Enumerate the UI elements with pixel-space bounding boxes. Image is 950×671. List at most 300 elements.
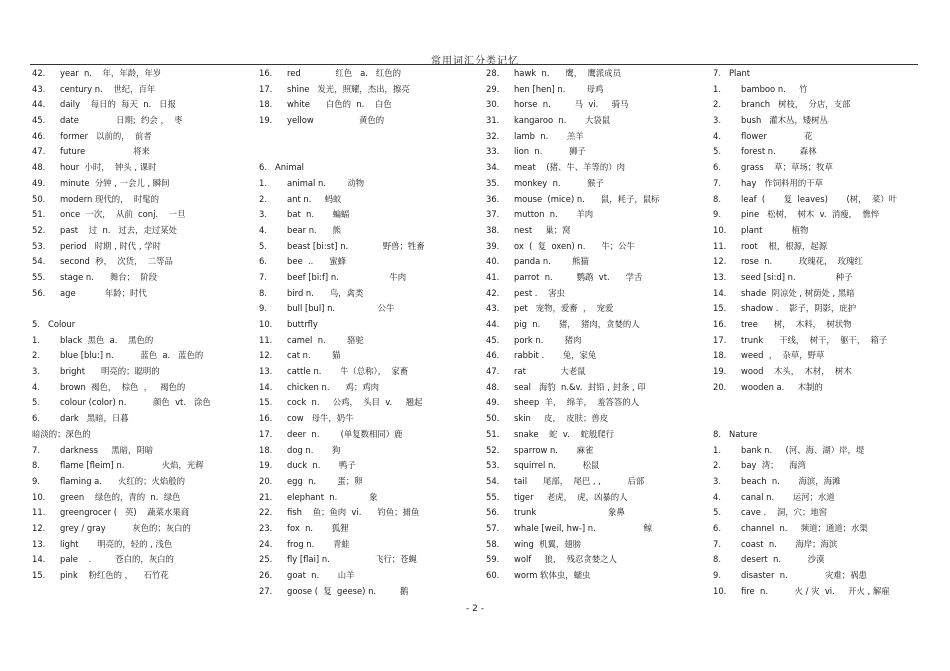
entry-text: shine 发光，照耀，杰出，擦亮	[287, 83, 410, 94]
entry-number: 6.	[32, 413, 40, 424]
entry-text: worm 软体虫，蠕虫	[514, 570, 591, 580]
entry-number: 13.	[259, 366, 273, 377]
entry-number: 37.	[486, 209, 500, 220]
entry-text: shade 阴凉处 , 树荫处 , 黑暗	[741, 287, 855, 298]
entry-text: lion n. 狮子	[514, 146, 586, 157]
vocab-entry	[32, 192, 260, 208]
vocab-entry	[713, 505, 941, 521]
entry-number: 4.	[32, 381, 40, 392]
entry-number: 47.	[486, 366, 500, 377]
entry-text: goat n. 山羊	[287, 570, 355, 580]
entry-number: 50.	[486, 413, 500, 424]
entry-number: 20.	[713, 381, 727, 392]
vocab-entry	[713, 207, 941, 223]
entry-number: 7.	[32, 444, 40, 455]
entry-number: 19.	[259, 115, 273, 126]
vocab-entry	[486, 521, 714, 537]
vocab-entry	[32, 427, 260, 443]
vocab-entry	[32, 474, 260, 490]
entry-text: rose n. 玫瑰花， 玫瑰红	[741, 256, 863, 267]
entry-number: 4.	[713, 130, 721, 141]
entry-text: fox n. 狐狸	[287, 522, 349, 533]
vocab-entry	[713, 490, 941, 506]
vocab-entry	[713, 192, 941, 208]
vocab-entry	[713, 395, 941, 411]
vocab-entry	[259, 537, 487, 553]
entry-number: 49.	[32, 177, 46, 188]
vocab-entry	[713, 82, 941, 98]
entry-text: canal n. 运河；水道	[741, 491, 835, 502]
entry-number: 9.	[259, 303, 267, 314]
page-number: - 2 -	[466, 604, 484, 614]
vocab-entry	[713, 286, 941, 302]
vocab-entry	[486, 223, 714, 239]
entry-number: 35.	[486, 177, 500, 188]
vocab-entry	[486, 411, 714, 427]
entry-number: 11.	[259, 334, 273, 345]
vocab-entry	[32, 411, 260, 427]
entry-text: yellow 黄色的	[287, 115, 385, 126]
vocab-entry	[259, 490, 487, 506]
vocab-entry	[713, 552, 941, 568]
vocab-entry	[486, 129, 714, 145]
vocab-entry	[713, 411, 941, 427]
column-4	[713, 66, 941, 599]
entry-text: rat 大老鼠	[514, 366, 586, 377]
entry-number: 40.	[486, 256, 500, 267]
vocab-entry	[259, 223, 487, 239]
entry-number: 6.	[259, 256, 267, 267]
vocab-entry	[32, 443, 260, 459]
entry-number: 34.	[486, 162, 500, 173]
entry-text: duck n. 鸭子	[287, 460, 356, 471]
entry-text: pork n. 猪肉	[514, 334, 582, 345]
entry-text: 暗淡的；深色的	[32, 428, 91, 439]
vocab-entry	[713, 333, 941, 349]
vocab-entry	[259, 144, 487, 160]
vocab-entry	[259, 458, 487, 474]
entry-text: camel n. 骆驼	[287, 334, 364, 345]
entry-number: 18.	[259, 444, 273, 455]
entry-text: future 将来	[60, 146, 150, 157]
entry-text: dog n. 狗	[287, 444, 341, 455]
vocab-entry	[486, 207, 714, 223]
entry-text: animal n. 动物	[287, 177, 365, 188]
entry-number: 59.	[486, 554, 500, 565]
vocab-entry	[259, 395, 487, 411]
entry-number: 21.	[259, 491, 273, 502]
entry-text: light 明亮的，轻的 , 浅色	[60, 538, 173, 549]
entry-number: 2.	[32, 350, 40, 361]
vocab-entry	[259, 239, 487, 255]
vocab-entry	[32, 97, 260, 113]
entry-number: 12.	[713, 256, 727, 267]
vocab-entry	[32, 223, 260, 239]
vocab-entry	[713, 568, 941, 584]
entry-text: trunk 干线， 树干， 躯干， 箱子	[741, 334, 888, 345]
entry-number: 23.	[259, 522, 273, 533]
vocab-entry	[713, 270, 941, 286]
vocab-entry	[259, 443, 487, 459]
vocab-entry	[32, 270, 260, 286]
entry-text: meat (猪、牛、羊等的）肉	[514, 162, 626, 173]
entry-number: 27.	[259, 585, 273, 596]
entry-text: parrot n. 鹦鹉 vt. 学舌	[514, 271, 643, 282]
entry-number: 10.	[713, 585, 727, 596]
vocab-entry	[259, 317, 487, 333]
entry-text: brown 褐色， 棕色 ， 褐色的	[60, 381, 186, 392]
vocab-entry	[32, 129, 260, 145]
vocab-entry	[259, 254, 487, 270]
entry-number: 60.	[486, 570, 500, 580]
vocab-entry	[713, 317, 941, 333]
entry-text: grey / gray 灰色的；灰白的	[60, 522, 191, 533]
vocab-entry	[486, 97, 714, 113]
entry-text: egg n. 蛋；卵	[287, 475, 363, 486]
entry-text: beast [bi:st] n. 野兽；牲畜	[287, 240, 425, 251]
vocab-entry	[32, 364, 260, 380]
entry-number: 19.	[713, 366, 727, 377]
entry-number: 44.	[32, 99, 46, 110]
entry-text: period 时期 , 时代 , 学时	[60, 240, 161, 251]
entry-text: wolf 狼， 残忍贪婪之人	[514, 554, 617, 565]
entry-number: 2.	[259, 193, 267, 204]
entry-text: pest . 害虫	[514, 287, 565, 298]
entry-number: 46.	[486, 350, 500, 361]
vocab-entry	[713, 160, 941, 176]
entry-text: shadow . 影子，阴影，庇护	[741, 303, 857, 314]
vocab-entry	[713, 380, 941, 396]
vocab-entry	[713, 129, 941, 145]
entry-text: plant 植物	[741, 224, 809, 235]
entry-text: fire n. 火 / 灾 vi. 开火 , 解雇	[741, 585, 890, 596]
entry-text: cat n. 猫	[287, 350, 341, 361]
entry-number: 3.	[713, 115, 721, 126]
vocab-entry	[259, 552, 487, 568]
vocab-entry	[32, 333, 260, 349]
entry-number: 30.	[486, 99, 500, 110]
entry-number: 3.	[713, 475, 721, 486]
entry-number: 7.	[259, 271, 267, 282]
entry-text: frog n. 青蛙	[287, 538, 350, 549]
entry-text: elephant n. 象	[287, 491, 378, 502]
entry-number: 39.	[486, 240, 500, 251]
vocab-entry	[713, 97, 941, 113]
entry-text: monkey n. 猴子	[514, 177, 604, 188]
vocab-entry	[259, 364, 487, 380]
vocab-entry	[713, 521, 941, 537]
entry-number: 25.	[259, 554, 273, 565]
entry-text: black 黑色 a. 黑色的	[60, 334, 154, 345]
entry-number: 14.	[32, 554, 46, 565]
entry-text: hay 作饲料用的干草	[741, 177, 824, 188]
entry-text: cattle n. 牛（总称）， 家畜	[287, 366, 409, 377]
vocab-entry	[259, 474, 487, 490]
entry-number: 8.	[713, 193, 721, 204]
vocab-entry	[486, 552, 714, 568]
entry-text: grass 草；草场；牧草	[741, 162, 833, 173]
entry-number: 55.	[486, 491, 500, 502]
vocab-entry	[259, 380, 487, 396]
entry-text: bear n. 熊	[287, 224, 342, 235]
entry-text: hawk n. 鹰， 鹰派成员	[514, 68, 621, 78]
entry-number: 3.	[259, 209, 267, 220]
vocab-entry	[259, 82, 487, 98]
entry-text: wing 机翼，翅膀	[514, 538, 581, 549]
entry-text: fish 鱼；鱼肉 vi. 钓鱼；捕鱼	[287, 507, 420, 518]
entry-number: 48.	[486, 381, 500, 392]
entry-number: 5.	[713, 507, 721, 518]
entry-number: 19.	[259, 460, 273, 471]
entry-number: 11.	[713, 240, 727, 251]
vocab-entry	[32, 286, 260, 302]
entry-text: second 秒， 次货， 二等品	[60, 256, 173, 267]
entry-number: 31.	[486, 115, 500, 126]
vocab-entry	[259, 333, 487, 349]
vocab-entry	[486, 317, 714, 333]
entry-number: 32.	[486, 130, 500, 141]
entry-text: squirrel n. 松鼠	[514, 460, 600, 471]
entry-text: buttrfly	[287, 319, 318, 329]
vocab-entry	[32, 317, 260, 333]
vocab-entry	[32, 395, 260, 411]
entry-number: 13.	[32, 538, 46, 549]
entry-number: 26.	[259, 570, 273, 580]
entry-text: darkness 黑暗，阴暗	[60, 444, 154, 455]
entry-number: 14.	[259, 381, 273, 392]
entry-number: 14.	[713, 287, 727, 298]
vocab-entry	[32, 254, 260, 270]
vocab-entry	[259, 129, 487, 145]
entry-number: 4.	[713, 491, 721, 502]
entry-number: 17.	[259, 428, 273, 439]
entry-number: 5.	[32, 397, 40, 408]
vocab-entry	[259, 207, 487, 223]
entry-text: flaming a. 火红的；火焰般的	[60, 475, 185, 486]
entry-number: 18.	[259, 99, 273, 110]
entry-number: 5.	[713, 146, 721, 157]
vocab-entry	[32, 521, 260, 537]
vocab-entry	[486, 176, 714, 192]
vocab-entry	[486, 301, 714, 317]
entry-text: bay 湾； 海湾	[741, 460, 806, 471]
entry-number: 48.	[32, 162, 46, 173]
entry-number: 10.	[259, 319, 273, 329]
entry-text: coast n. 海岸；海滨	[741, 538, 838, 549]
vocab-entry	[32, 458, 260, 474]
vocab-entry	[713, 443, 941, 459]
entry-text: 6. Animal	[259, 162, 304, 173]
vocab-entry	[486, 380, 714, 396]
vocab-entry	[32, 490, 260, 506]
vocab-entry	[486, 160, 714, 176]
entry-text: ant n. 蚂蚁	[287, 193, 342, 204]
vocab-entry	[32, 537, 260, 553]
entry-text: goose ( 复 geese) n. 鹅	[287, 585, 409, 596]
entry-text: date 日期; 约会 ， 枣	[60, 115, 183, 126]
vocab-entry	[713, 427, 941, 443]
entry-number: 52.	[486, 444, 500, 455]
vocab-entry	[486, 66, 714, 82]
entry-text: leaf ( 复 leaves) (树， 菜）叶	[741, 193, 897, 204]
vocab-entry	[32, 505, 260, 521]
entry-number: 18.	[713, 350, 727, 361]
entry-text: trunk 象鼻	[514, 507, 625, 518]
entry-text: beef [bi:f] n. 牛肉	[287, 271, 407, 282]
entry-number: 47.	[32, 146, 46, 157]
entry-number: 53.	[32, 240, 46, 251]
vocab-entry	[713, 584, 941, 600]
entry-number: 57.	[486, 522, 500, 533]
entry-number: 33.	[486, 146, 500, 157]
vocab-entry	[486, 348, 714, 364]
entry-number: 13.	[713, 271, 727, 282]
entry-text: desert n. 沙漠	[741, 554, 825, 565]
entry-text: cock n. 公鸡， 头目 v. 翘起	[287, 397, 423, 408]
vocab-entry	[32, 380, 260, 396]
vocab-entry	[259, 270, 487, 286]
vocab-entry	[486, 427, 714, 443]
entry-number: 5.	[259, 240, 267, 251]
vocab-entry	[32, 176, 260, 192]
vocab-entry	[259, 568, 487, 584]
column-2	[259, 66, 487, 599]
vocab-entry	[486, 286, 714, 302]
entry-number: 8.	[32, 460, 40, 471]
vocab-entry	[486, 82, 714, 98]
vocab-entry	[32, 160, 260, 176]
entry-text: dark 黑暗，日暮	[60, 413, 129, 424]
entry-number: 1.	[259, 177, 267, 188]
entry-text: snake 蛇 v. 蛇般爬行	[514, 428, 614, 439]
vocab-entry	[486, 568, 714, 584]
entry-number: 17.	[713, 334, 727, 345]
page-header: 常用词汇分类记忆	[431, 56, 519, 67]
entry-text: hour 小时， 钟头 , 课时	[60, 162, 157, 173]
entry-number: 38.	[486, 224, 500, 235]
entry-text: bird n. 鸟，禽类	[287, 287, 364, 298]
entry-number: 12.	[32, 522, 46, 533]
vocab-entry	[32, 348, 260, 364]
entry-text: skin 皮， 皮肤；兽皮	[514, 413, 609, 424]
entry-number: 6.	[713, 522, 721, 533]
entry-text: cow 母牛，奶牛	[287, 413, 354, 424]
vocab-entry	[486, 239, 714, 255]
entry-text: rabbit . 兔，家兔	[514, 350, 597, 361]
entry-text: horse n. 马 vi. 骑马	[514, 99, 629, 110]
entry-text: past 过 n. 过去，走过某处	[60, 224, 178, 235]
entry-number: 50.	[32, 193, 46, 204]
entry-number: 9.	[32, 475, 40, 486]
entry-text: flower 花	[741, 130, 813, 141]
entry-text: age 年龄；时代	[60, 287, 147, 298]
header-rule	[30, 64, 918, 65]
entry-text: deer n. (单复数相同）鹿	[287, 428, 403, 439]
entry-text: tiger 老虎， 虎，凶暴的人	[514, 491, 628, 502]
vocab-entry	[713, 223, 941, 239]
vocab-entry	[32, 301, 260, 317]
entry-text: fly [flai] n. 飞行；苍蝇	[287, 554, 417, 565]
entry-number: 3.	[32, 366, 40, 377]
entry-text: mutton n. 羊肉	[514, 209, 594, 220]
vocab-entry	[486, 395, 714, 411]
entry-number: 46.	[32, 130, 46, 141]
entry-text: pine 松树， 树木 v. 消瘦， 憔悴	[741, 209, 880, 220]
entry-text: hen [hen] n. 母鸡	[514, 83, 604, 94]
entry-number: 51.	[486, 428, 500, 439]
entry-number: 8.	[713, 554, 721, 565]
entry-text: blue [blu:] n. 蓝色 a. 蓝色的	[60, 350, 204, 361]
vocab-entry	[486, 270, 714, 286]
vocab-entry	[259, 66, 487, 82]
vocab-entry	[259, 160, 487, 176]
vocab-entry	[486, 474, 714, 490]
entry-number: 7.	[713, 538, 721, 549]
entry-text: bank n. (河、海、湖）岸，堤	[741, 444, 865, 455]
vocab-entry	[259, 97, 487, 113]
entry-text: ox ( 复 oxen) n. 牛；公牛	[514, 240, 635, 251]
vocab-entry	[259, 176, 487, 192]
entry-text: once 一次， 从前 conj. 一旦	[60, 209, 186, 220]
entry-text: bat n. 蝙蝠	[287, 209, 350, 220]
entry-number: 6.	[713, 162, 721, 173]
entry-text: mouse (mice) n. 鼠，耗子，鼠标	[514, 193, 660, 204]
entry-number: 45.	[486, 334, 500, 345]
vocab-entry	[486, 505, 714, 521]
vocab-entry	[32, 568, 260, 584]
entry-text: panda n. 熊猫	[514, 256, 589, 267]
entry-text: flame [fleim] n. 火焰，光辉	[60, 460, 204, 471]
entry-text: greengrocer ( 英) 蔬菜水果商	[60, 507, 190, 518]
column-1	[32, 66, 260, 584]
vocab-entry	[259, 584, 487, 600]
vocab-entry	[713, 113, 941, 129]
entry-number: 10.	[713, 224, 727, 235]
entry-number: 4.	[259, 224, 267, 235]
entry-text: cave . 洞，穴；地窖	[741, 507, 828, 518]
vocab-entry	[713, 474, 941, 490]
vocab-entry	[713, 537, 941, 553]
vocab-entry	[486, 192, 714, 208]
entry-text: beach n. 海滨，海滩	[741, 475, 841, 486]
entry-text: green 绿色的，青的 n. 绿色	[60, 491, 181, 502]
vocab-entry	[713, 239, 941, 255]
vocab-entry	[486, 144, 714, 160]
entry-number: 36.	[486, 193, 500, 204]
entry-number: 42.	[32, 68, 46, 78]
vocab-entry	[713, 66, 941, 82]
entry-number: 54.	[486, 475, 500, 486]
entry-number: 58.	[486, 538, 500, 549]
vocab-entry	[486, 490, 714, 506]
entry-text: 5. Colour	[32, 319, 76, 329]
entry-text: bush 灌木丛，矮树丛	[741, 115, 828, 126]
entry-number: 15.	[32, 570, 46, 580]
vocab-entry	[713, 348, 941, 364]
vocab-entry	[259, 113, 487, 129]
entry-text: sheep 羊， 绵羊， 羞答答的人	[514, 397, 640, 408]
vocab-entry	[486, 333, 714, 349]
entry-text: 8. Nature	[713, 428, 758, 439]
vocab-entry	[486, 254, 714, 270]
vocab-entry	[713, 364, 941, 380]
entry-number: 7.	[713, 177, 721, 188]
entry-number: 9.	[713, 209, 721, 220]
entry-text: bee .. 蜜蜂	[287, 256, 346, 267]
vocab-entry	[713, 254, 941, 270]
entry-number: 20.	[259, 475, 273, 486]
vocab-entry	[259, 411, 487, 427]
